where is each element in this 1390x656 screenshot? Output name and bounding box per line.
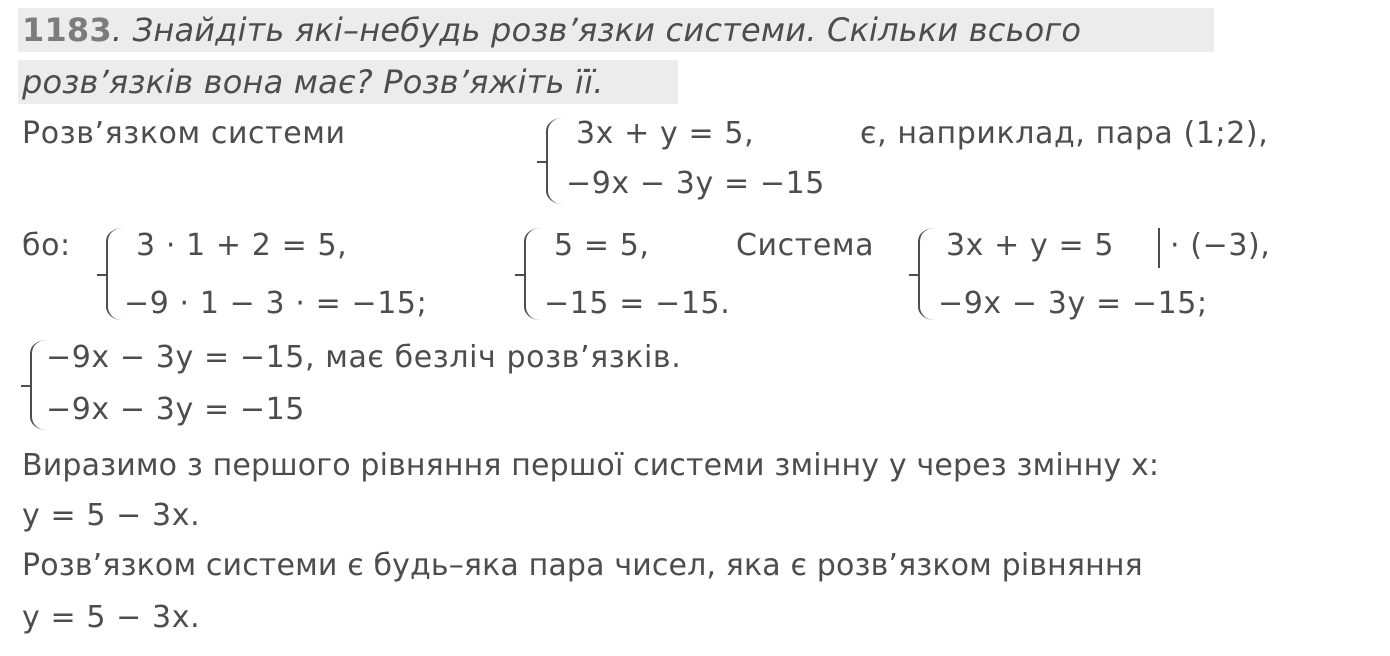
task-number: 1183 [22,11,112,49]
check2-eq1: 5 = 5, [554,228,650,263]
because-label: бо: [22,228,71,263]
conclusion-line-2: y = 5 − 3x. [22,600,201,635]
system-brace-2 [918,228,934,320]
conclusion-line-1: Розв’язком системи є будь–яка пара чисел, яка є розв’язком рівняння [22,548,1143,583]
check1-eq1: 3 · 1 + 2 = 5, [136,228,348,263]
system1-eq1: 3x + y = 5, [576,116,755,151]
task-text-1: . Знайдіть які–небудь розв’язки системи. Скільки всього [111,11,1082,49]
system3-eq1: −9x − 3y = −15, має безліч розв’язків. [46,340,682,375]
check-brace-2 [524,228,540,320]
system-word: Система [736,228,875,263]
system1-eq2: −9x − 3y = −15 [566,166,825,201]
system-brace-1 [546,118,562,204]
system2-eq2: −9x − 3y = −15; [938,286,1208,321]
system-brace-3 [30,340,46,430]
express-line-2: y = 5 − 3x. [22,498,201,533]
system2-eq1: 3x + y = 5 [946,228,1115,263]
task-line-1 [22,10,1081,50]
check-brace-1 [106,228,122,320]
system3-eq2: −9x − 3y = −15 [46,392,305,427]
express-line-1: Виразимо з першого рівняння першої системи змінну у через змінну х: [22,448,1160,483]
solution-example-text: є, наприклад, пара (1;2), [860,116,1269,151]
check1-eq2: −9 · 1 − 3 · = −15; [124,286,428,321]
check2-eq2: −15 = −15. [544,286,731,321]
solution-intro: Розв’язком системи [22,116,346,151]
system2-multiplier: · (−3), [1170,228,1271,263]
task-line-2: розв’язків вона має? Розв’яжіть її. [22,63,604,101]
multiplier-bar [1158,228,1160,268]
